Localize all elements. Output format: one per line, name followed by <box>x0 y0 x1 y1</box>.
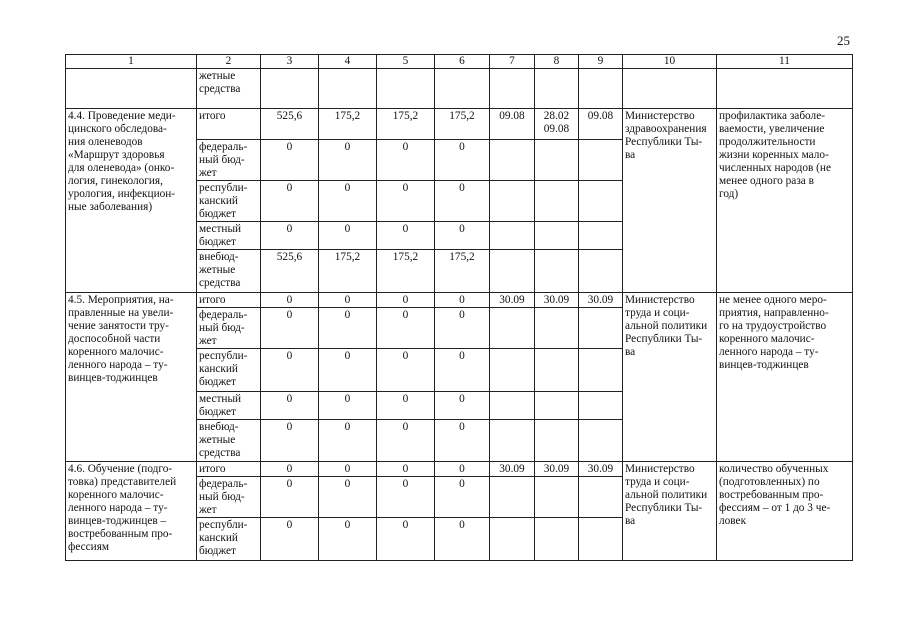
value-cell: 175,2 <box>319 109 377 140</box>
value-cell: 0 <box>435 140 490 181</box>
column-number: 10 <box>623 55 717 69</box>
funding-row <box>66 462 853 477</box>
value-cell: 0 <box>435 293 490 308</box>
value-cell: 0 <box>377 140 435 181</box>
column-number: 7 <box>490 55 535 69</box>
date-cell <box>490 420 535 462</box>
result-cell: профилактика заболе- ваемости, увеличение продолжительности жизни коренных мало- численных народов (не менее одного раза в год) <box>717 109 853 293</box>
value-cell: 0 <box>377 349 435 392</box>
value-cell: 0 <box>377 420 435 462</box>
value-cell: 0 <box>435 349 490 392</box>
measure-title: 4.6. Обучение (подго- товка) представителей коренного малочис- ленного народа – ту- винцев-тоджинцев – востребованным про- фессиям <box>66 462 197 561</box>
funding-source: местный бюджет <box>197 222 261 250</box>
value-cell: 0 <box>261 140 319 181</box>
value-cell: 0 <box>261 477 319 518</box>
date-cell <box>490 250 535 293</box>
date-cell <box>535 69 579 109</box>
value-cell: 0 <box>377 462 435 477</box>
value-cell: 0 <box>319 462 377 477</box>
date-cell: 30.09 <box>490 462 535 477</box>
date-cell: 30.09 <box>490 293 535 308</box>
value-cell: 0 <box>261 518 319 561</box>
value-cell: 0 <box>261 181 319 222</box>
date-cell <box>490 518 535 561</box>
funding-row <box>66 293 853 308</box>
funding-source: итого <box>197 462 261 477</box>
date-cell <box>490 392 535 420</box>
value-cell <box>377 69 435 109</box>
date-cell <box>535 181 579 222</box>
date-cell <box>535 349 579 392</box>
funding-source: республи- канский бюджет <box>197 518 261 561</box>
date-cell <box>579 250 623 293</box>
value-cell: 175,2 <box>319 250 377 293</box>
column-number: 2 <box>197 55 261 69</box>
value-cell: 0 <box>319 222 377 250</box>
date-cell <box>579 69 623 109</box>
column-number-row <box>66 55 853 69</box>
value-cell: 0 <box>319 140 377 181</box>
funding-row <box>66 109 853 140</box>
date-cell <box>535 518 579 561</box>
date-cell <box>490 308 535 349</box>
funding-source: федераль- ный бюд- жет <box>197 140 261 181</box>
column-number: 4 <box>319 55 377 69</box>
date-cell <box>579 518 623 561</box>
date-cell: 30.09 <box>535 293 579 308</box>
date-cell <box>490 477 535 518</box>
date-cell <box>535 222 579 250</box>
value-cell: 0 <box>377 181 435 222</box>
funding-source: жетные средства <box>197 69 261 109</box>
date-cell: 30.09 <box>579 293 623 308</box>
value-cell: 0 <box>377 293 435 308</box>
value-cell: 0 <box>319 392 377 420</box>
date-cell <box>579 392 623 420</box>
value-cell: 0 <box>377 308 435 349</box>
value-cell: 0 <box>319 181 377 222</box>
column-number: 3 <box>261 55 319 69</box>
date-cell <box>490 349 535 392</box>
value-cell: 0 <box>319 293 377 308</box>
value-cell: 0 <box>435 420 490 462</box>
funding-source: внебюд- жетные средства <box>197 420 261 462</box>
executor-cell: Министерство здравоохранения Республики Ты- ва <box>623 109 717 293</box>
measure-title: 4.5. Мероприятия, на- правленные на увели- чение занятости тру- доспособной части коренного малочис- ленного народа – ту- винцев-тоджинцев <box>66 293 197 462</box>
value-cell: 0 <box>261 349 319 392</box>
date-cell <box>579 308 623 349</box>
value-cell <box>261 69 319 109</box>
date-cell <box>579 349 623 392</box>
date-cell <box>535 420 579 462</box>
value-cell: 0 <box>261 222 319 250</box>
measure-title: 4.4. Проведение меди- цинского обследова- ния оленеводов «Маршрут здоровья для оленевода» (онко- логия, гинекология, урология, инфекцион- ные заболевания) <box>66 109 197 293</box>
value-cell: 0 <box>435 392 490 420</box>
value-cell: 0 <box>319 477 377 518</box>
value-cell: 0 <box>377 222 435 250</box>
funding-source: местный бюджет <box>197 392 261 420</box>
date-cell: 09.08 <box>490 109 535 140</box>
value-cell: 0 <box>435 222 490 250</box>
date-cell: 28.02 09.08 <box>535 109 579 140</box>
value-cell: 0 <box>377 392 435 420</box>
value-cell: 0 <box>435 518 490 561</box>
column-number: 5 <box>377 55 435 69</box>
date-cell <box>579 222 623 250</box>
continuation-row <box>66 69 853 109</box>
date-cell <box>579 477 623 518</box>
measures-table <box>65 54 853 561</box>
value-cell: 0 <box>435 477 490 518</box>
value-cell: 0 <box>319 308 377 349</box>
value-cell: 0 <box>261 293 319 308</box>
date-cell <box>490 140 535 181</box>
value-cell: 0 <box>261 420 319 462</box>
date-cell <box>490 181 535 222</box>
executor-cell: Министерство труда и соци- альной политики Республики Ты- ва <box>623 293 717 462</box>
result-cell <box>717 69 853 109</box>
funding-source: федераль- ный бюд- жет <box>197 477 261 518</box>
column-number: 1 <box>66 55 197 69</box>
value-cell: 175,2 <box>377 250 435 293</box>
column-number: 9 <box>579 55 623 69</box>
funding-source: внебюд- жетные средства <box>197 250 261 293</box>
date-cell <box>535 140 579 181</box>
value-cell: 525,6 <box>261 250 319 293</box>
page-number: 25 <box>837 33 850 48</box>
date-cell <box>579 420 623 462</box>
executor-cell: Министерство труда и соци- альной политики Республики Ты- ва <box>623 462 717 561</box>
value-cell: 0 <box>319 349 377 392</box>
value-cell: 0 <box>261 392 319 420</box>
column-number: 8 <box>535 55 579 69</box>
value-cell: 0 <box>435 181 490 222</box>
date-cell: 09.08 <box>579 109 623 140</box>
funding-source: республи- канский бюджет <box>197 349 261 392</box>
date-cell <box>490 222 535 250</box>
column-number: 6 <box>435 55 490 69</box>
column-number: 11 <box>717 55 853 69</box>
result-cell: не менее одного меро- приятия, направленно- го на трудоустройство коренного малочис- ленного народа – ту- винцев-тоджинцев <box>717 293 853 462</box>
funding-source: итого <box>197 109 261 140</box>
value-cell: 0 <box>319 420 377 462</box>
date-cell <box>490 69 535 109</box>
value-cell: 175,2 <box>435 250 490 293</box>
value-cell: 0 <box>261 462 319 477</box>
value-cell: 175,2 <box>435 109 490 140</box>
value-cell: 0 <box>377 518 435 561</box>
value-cell: 0 <box>377 477 435 518</box>
date-cell: 30.09 <box>579 462 623 477</box>
value-cell: 0 <box>319 518 377 561</box>
value-cell: 0 <box>435 462 490 477</box>
funding-source: федераль- ный бюд- жет <box>197 308 261 349</box>
date-cell <box>535 392 579 420</box>
value-cell: 525,6 <box>261 109 319 140</box>
date-cell: 30.09 <box>535 462 579 477</box>
date-cell <box>579 140 623 181</box>
executor-cell <box>623 69 717 109</box>
date-cell <box>535 250 579 293</box>
measure-cell <box>66 69 197 109</box>
funding-source: республи- канский бюджет <box>197 181 261 222</box>
value-cell: 0 <box>261 308 319 349</box>
result-cell: количество обученных (подготовленных) по востребованным про- фессиям – от 1 до 3 че- ловек <box>717 462 853 561</box>
date-cell <box>535 308 579 349</box>
value-cell <box>319 69 377 109</box>
value-cell: 175,2 <box>377 109 435 140</box>
funding-source: итого <box>197 293 261 308</box>
value-cell: 0 <box>435 308 490 349</box>
date-cell <box>535 477 579 518</box>
date-cell <box>579 181 623 222</box>
value-cell <box>435 69 490 109</box>
